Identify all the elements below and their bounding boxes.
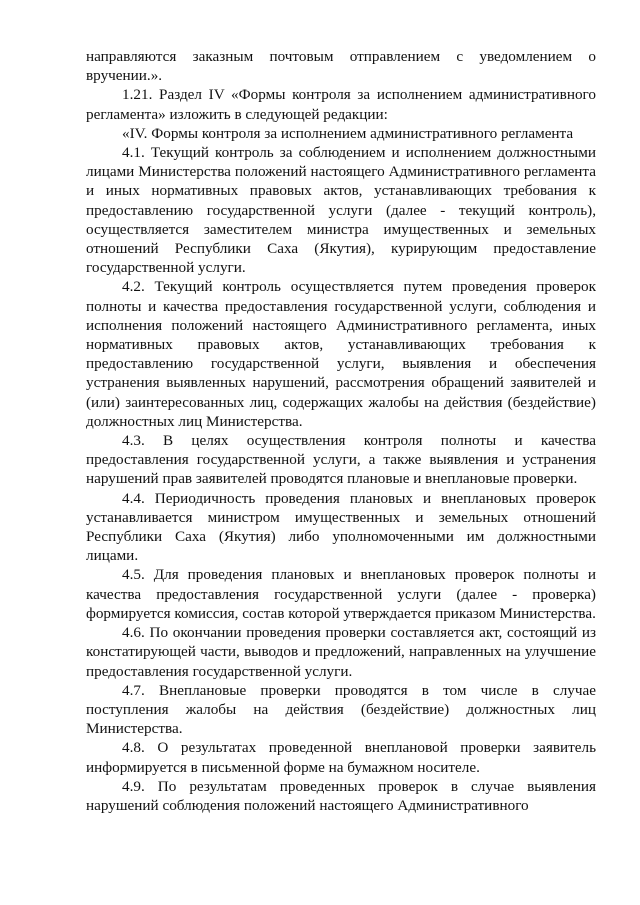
paragraph-4-2: 4.2. Текущий контроль осуществляется путем проведения проверок полноты и качества предоставления государственной услуги, соблюдения и исполнения положений настоящего Административного регламента, иных нормативных правовых актов, устанавливающих требования к предоставлению государственной услуги, выявления и обеспечения устранения выявленных нарушений, рассмотрения обращений заявителей и (или) заинтересованных лиц, содержащих жалобы на действия (бездействие) должностных лиц Министерства.	[86, 278, 596, 430]
section-title-iv: «IV. Формы контроля за исполнением административного регламента	[122, 124, 574, 142]
paragraph-4-1: 4.1. Текущий контроль за соблюдением и исполнением должностными лицами Министерства положений настоящего Административного регламента и иных нормативных правовых актов, устанавливающих требования к предоставлению государственной услуги (далее - текущий контроль), осуществляется заместителем министра имущественных и земельных отношений Республики Саха (Якутия), курирующим предоставление государственной услуги.	[86, 144, 596, 277]
paragraph-4-7: 4.7. Внеплановые проверки проводятся в том числе в случае поступления жалобы на действия (бездействие) должностных лиц Министерства.	[86, 681, 596, 738]
paragraph-4-6: 4.6. По окончании проведения проверки составляется акт, состоящий из констатирующей части, выводов и предложений, направленных на улучшение предоставления государственной услуги.	[86, 624, 596, 680]
paragraph-4-8: 4.8. О результатах проведенной внеплановой проверки заявитель информируется в письменной форме на бумажном носителе.	[86, 739, 596, 776]
paragraph-4-4: 4.4. Периодичность проведения плановых и внеплановых проверок устанавливается министром имущественных и земельных отношений Республики Саха (Якутия) либо уполномоченными им должностными лицами.	[86, 489, 596, 565]
paragraph-continuation: направляются заказным почтовым отправлением с уведомлением о вручении.».	[86, 48, 596, 85]
paragraph-amendment-1-21: 1.21. Раздел IV «Формы контроля за исполнением административного регламента» изложить в следующей редакции:	[86, 86, 596, 123]
paragraph-4-5: 4.5. Для проведения плановых и внеплановых проверок полноты и качества предоставления государственной услуги (далее - проверка) формируется комиссия, состав которой утверждается приказом Министерства.	[86, 566, 596, 622]
document-page	[86, 47, 596, 815]
paragraph-4-9: 4.9. По результатам проведенных проверок в случае выявления нарушений соблюдения положений настоящего Административного	[86, 777, 596, 814]
paragraph-4-3: 4.3. В целях осуществления контроля полноты и качества предоставления государственной услуги, а также выявления и устранения нарушений прав заявителей проводятся плановые и внеплановые проверки.	[86, 432, 596, 488]
